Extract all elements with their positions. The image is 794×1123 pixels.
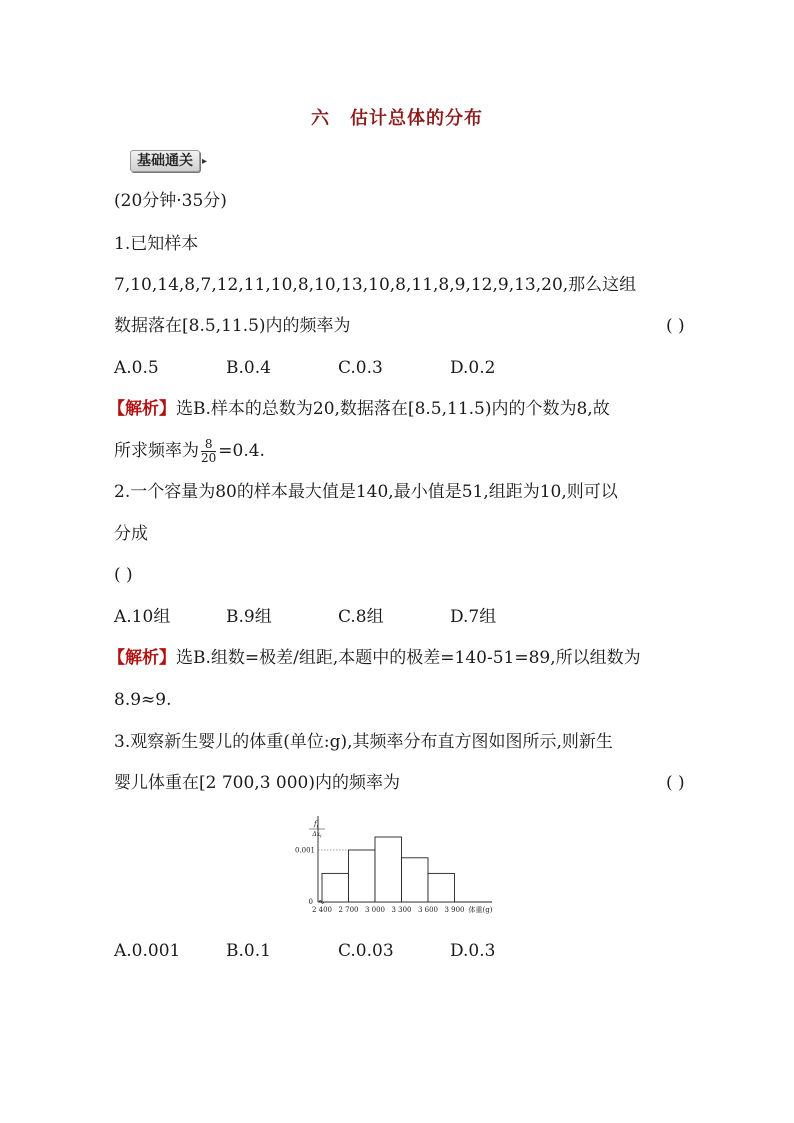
x-tick-label: 2 400 <box>311 906 333 914</box>
x-tick-label: 3 900 <box>444 906 465 914</box>
q3-option-c: C.0.03 <box>338 941 394 961</box>
q3-options <box>114 940 495 962</box>
q2-option-a: A.10组 <box>114 607 171 627</box>
title-number: 六 <box>311 108 330 129</box>
q2-option-c: C.8组 <box>338 607 384 627</box>
title-text: 估计总体的分布 <box>350 108 483 129</box>
q3-answer-blank: ( ) <box>666 773 685 793</box>
frequency-histogram <box>280 812 520 924</box>
q2-analysis-tag: 【解析】 <box>108 648 176 668</box>
y-axis-label-bottom-sub: i <box>320 834 322 840</box>
q1-stem-line3: 数据落在[8.5,11.5)内的频率为 <box>114 316 351 336</box>
chevron-right-icon: ▸ <box>202 155 208 167</box>
histogram-bar <box>428 873 455 902</box>
x-tick-label: 3 300 <box>391 906 412 914</box>
histogram-bar <box>349 850 376 902</box>
q2-analysis-line1 <box>108 647 641 669</box>
q3-stem-line2: 婴儿体重在[2 700,3 000)内的频率为 <box>114 773 401 793</box>
q1-option-b: B.0.4 <box>226 358 271 378</box>
q1-option-c: C.0.3 <box>338 358 383 378</box>
q2-option-d: D.7组 <box>450 607 497 627</box>
y-axis-label-top-sub: i <box>316 824 319 830</box>
q1-analysis-line2 <box>114 438 265 465</box>
q1-stem-line2: 7,10,14,8,7,12,11,10,8,10,13,10,8,11,8,9,12,9,13,20,那么这组 <box>114 275 637 295</box>
x-tick-label: 2 700 <box>338 906 359 914</box>
x-tick-label: 3 000 <box>364 906 386 914</box>
q3-option-a: A.0.001 <box>114 941 181 961</box>
q1-analysis-tag: 【解析】 <box>108 399 176 419</box>
page-title <box>0 104 794 130</box>
q1-option-d: D.0.2 <box>450 358 496 378</box>
q1-fraction <box>201 438 216 465</box>
q1-analysis-pre: 所求频率为 <box>114 441 199 461</box>
time-info: (20分钟·35分) <box>114 191 227 211</box>
y-axis-label-bottom: $\Delta x_i$ <box>312 831 322 840</box>
x-axis-label: 体重(g) <box>468 906 493 914</box>
origin-label: 0 <box>308 898 313 906</box>
q3-stem-line1: 3.观察新生婴儿的体重(单位:g),其频率分布直方图如图所示,则新生 <box>114 732 613 752</box>
q2-stem-line2: 分成 <box>114 524 148 544</box>
q2-analysis-text: 选B.组数=极差/组距,本题中的极差=140-51=89,所以组数为 <box>176 648 641 668</box>
q2-stem-line1: 2.一个容量为80的样本最大值是140,最小值是51,组距为10,则可以 <box>114 482 618 502</box>
histogram-bar <box>402 858 429 902</box>
histogram-bar <box>322 873 349 902</box>
q1-fraction-numerator: 8 <box>201 438 216 452</box>
q1-fraction-denominator: 20 <box>201 451 217 465</box>
q2-options <box>114 606 496 628</box>
q1-analysis-post: =0.4. <box>218 441 265 461</box>
q3-option-b: B.0.1 <box>226 941 271 961</box>
q3-option-d: D.0.3 <box>450 941 496 961</box>
y-tick-label: 0.001 <box>294 846 315 855</box>
q2-option-b: B.9组 <box>226 607 272 627</box>
section-badge-label: 基础通关 <box>130 150 200 172</box>
q1-analysis-text: 选B.样本的总数为20,数据落在[8.5,11.5)内的个数为8,故 <box>176 399 610 419</box>
q1-stem-line1: 1.已知样本 <box>114 234 199 254</box>
histogram-bar <box>375 837 402 902</box>
y-axis-label-top: $f_i$ <box>313 820 319 830</box>
q1-options <box>114 357 495 379</box>
q2-answer-blank: ( ) <box>114 565 133 585</box>
q1-analysis-line1 <box>108 398 610 420</box>
x-tick-label: 3 600 <box>417 906 439 914</box>
q1-option-a: A.0.5 <box>114 358 159 378</box>
section-badge <box>130 150 207 172</box>
q1-answer-blank: ( ) <box>666 316 685 336</box>
q2-analysis-line2: 8.9≈9. <box>114 690 172 710</box>
chart-bars <box>322 837 455 902</box>
